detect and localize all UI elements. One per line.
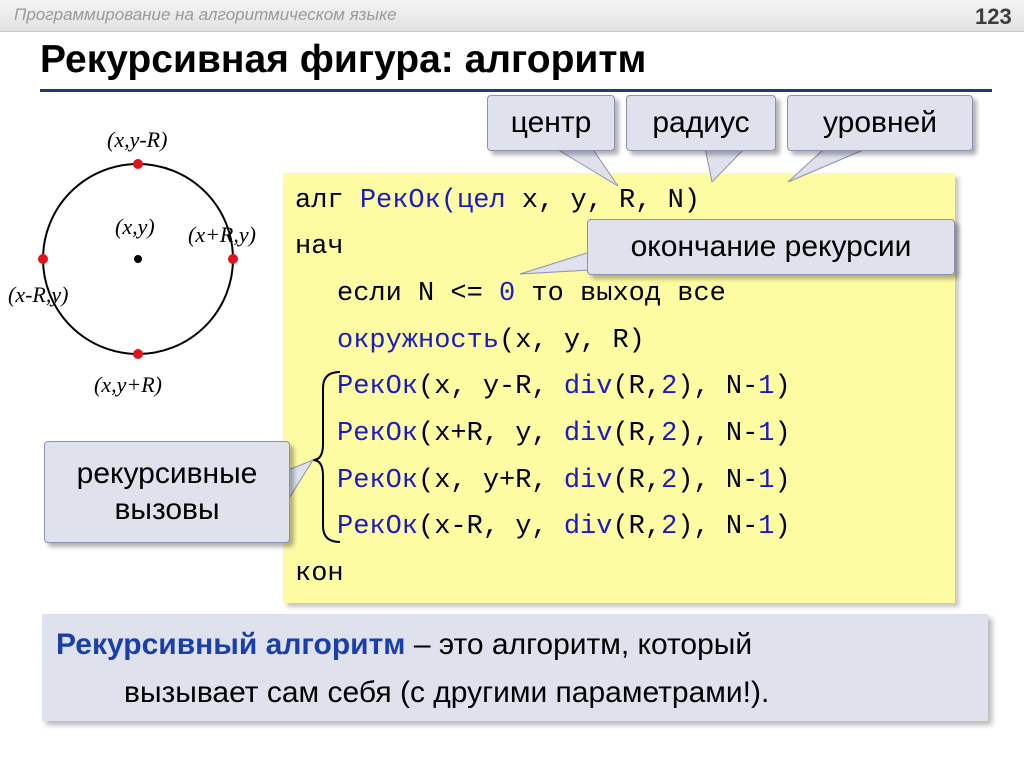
callout-radius-text: радиус — [652, 106, 750, 139]
code-line-call-2: РекОк(x+R, y, div(R,2), N-1) — [337, 419, 791, 449]
label-center: (x,y) — [115, 214, 155, 239]
page-number: 123 — [975, 4, 1012, 29]
code-line-begin: нач — [295, 232, 344, 262]
definition-line-1-rest: – это алгоритм, который — [405, 628, 753, 661]
center-point — [134, 255, 142, 263]
callout-levels — [787, 95, 973, 151]
recursive-circle-diagram — [0, 110, 290, 410]
code-line-call-4: РекОк(x-R, y, div(R,2), N-1) — [337, 512, 791, 542]
slide-header-bar — [0, 0, 1024, 32]
label-left: (x-R,y) — [8, 282, 69, 307]
label-top: (x,y-R) — [107, 127, 168, 152]
callout-calls-line2: вызовы — [114, 493, 220, 526]
label-right: (x+R,y) — [188, 222, 256, 247]
right-point — [228, 254, 238, 264]
definition-line-2: вызывает сам себя (с другими параметрами!). — [124, 676, 770, 709]
code-line-call-3: РекОк(x, y+R, div(R,2), N-1) — [337, 466, 791, 496]
slide-title: Рекурсивная фигура: алгоритм — [40, 38, 647, 81]
left-point — [38, 254, 48, 264]
callout-center — [487, 95, 615, 151]
code-line-end: кон — [295, 559, 344, 589]
callout-radius — [626, 95, 776, 151]
callout-levels-text: уровней — [823, 106, 937, 139]
code-line-call-1: РекОк(x, y-R, div(R,2), N-1) — [337, 372, 791, 402]
callout-center-text: центр — [510, 106, 592, 139]
course-title: Программирование на алгоритмическом языке — [14, 5, 397, 24]
bottom-point — [133, 349, 143, 359]
definition-term: Рекурсивный алгоритм — [56, 628, 406, 661]
code-line-if: если N <= 0 то выход все — [337, 279, 726, 309]
callout-recursive-calls — [44, 441, 290, 543]
definition-box — [42, 614, 988, 721]
top-point — [133, 159, 143, 169]
label-bottom: (x,y+R) — [94, 372, 162, 397]
callout-calls-line1: рекурсивные — [76, 457, 258, 490]
callout-termination — [587, 219, 955, 275]
title-underline — [40, 89, 992, 92]
code-line-circle: окружность(x, y, R) — [337, 326, 645, 356]
definition-line-1 — [56, 628, 752, 662]
code-line-header: алг РекОк(цел x, y, R, N) — [295, 186, 701, 216]
callout-termination-text: окончание рекурсии — [630, 230, 912, 263]
